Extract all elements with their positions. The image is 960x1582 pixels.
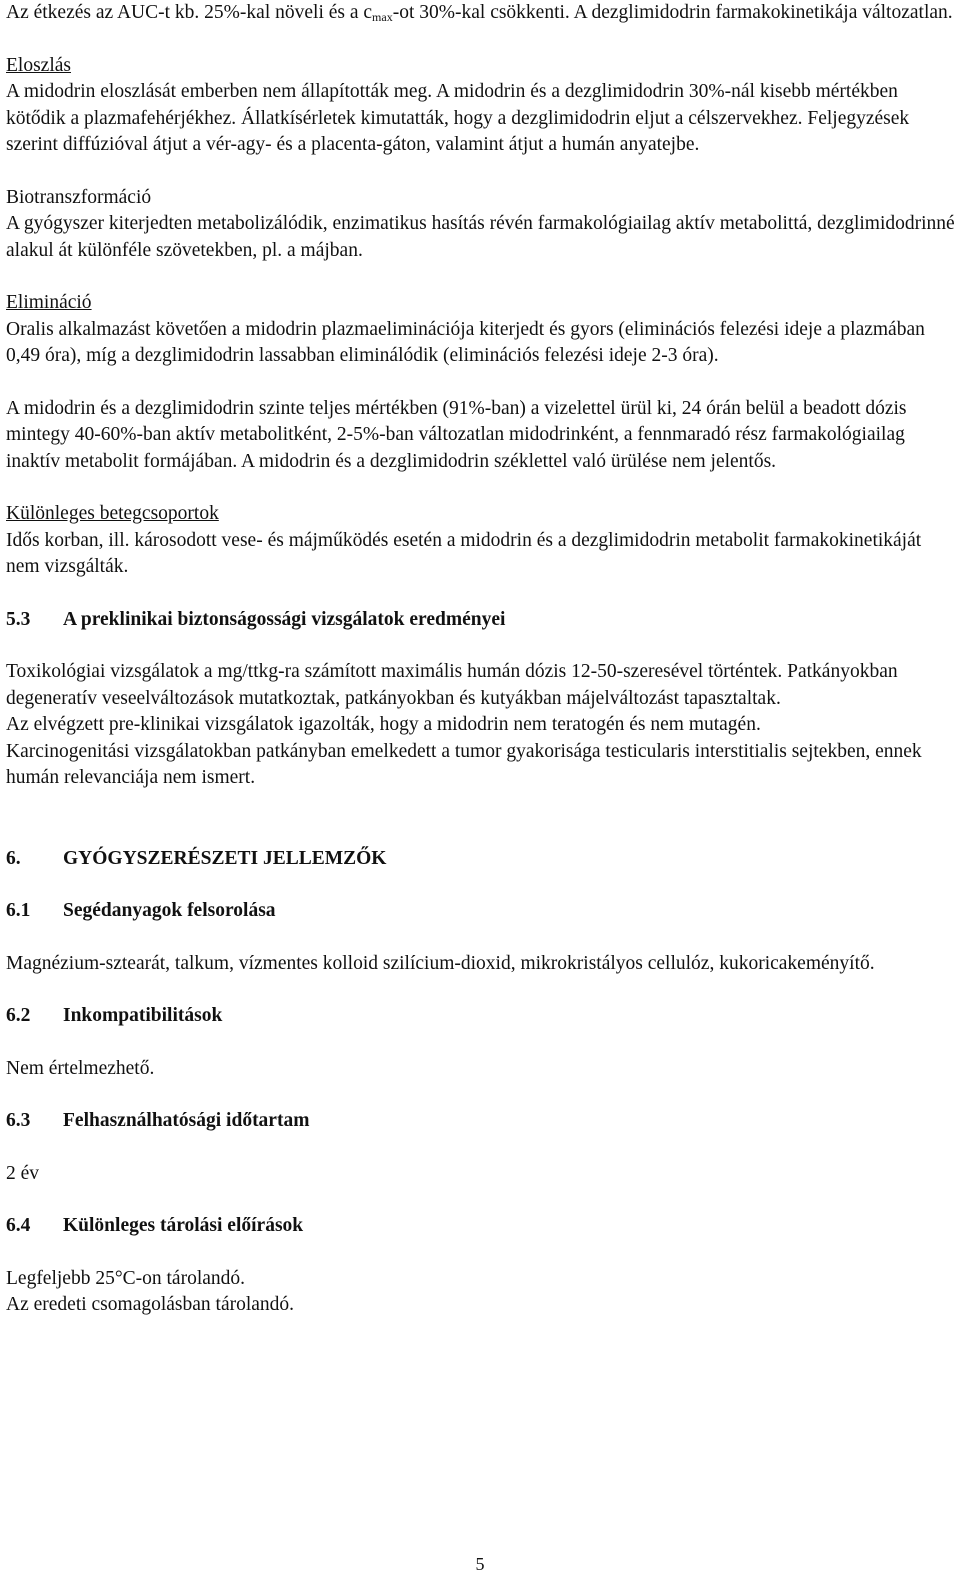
section-5-3-body-3: Karcinogenitási vizsgálatokban patkányban emelkedett a tumor gyakorisága testicularis interstitialis sejtekben, ennek humán relevanciája nem ismert. — [6, 740, 922, 788]
section-title: Segédanyagok felsorolása — [63, 900, 276, 921]
section-5-3 — [6, 607, 956, 792]
section-title: Felhasználhatósági időtartam — [63, 1110, 310, 1131]
section-number: 6.4 — [6, 1215, 31, 1236]
section-number: 6.2 — [6, 1005, 31, 1026]
section-title: Inkompatibilitások — [63, 1005, 223, 1026]
section-6-3 — [6, 1108, 956, 1187]
section-6-1-heading — [6, 898, 956, 925]
cmax-subscript: max — [372, 10, 393, 24]
auc-paragraph — [6, 0, 956, 27]
section-6-4-heading — [6, 1213, 956, 1240]
section-title: Különleges tárolási előírások — [63, 1215, 304, 1236]
section-6-heading — [6, 846, 956, 873]
section-title: A preklinikai biztonságossági vizsgálatok eredményei — [63, 608, 506, 630]
elimination-heading: Elimináció — [6, 292, 92, 313]
biotransformation-section — [6, 185, 956, 265]
biotransformation-body: A gyógyszer kiterjedten metabolizálódik, enzimatikus hasítás révén farmakológiailag aktív metabolittá, dezglimidodrinné alakul át különféle szövetekben, pl. a májban. — [6, 213, 955, 261]
distribution-section — [6, 53, 956, 159]
biotransformation-heading: Biotranszformáció — [6, 186, 152, 208]
section-number: 5.3 — [6, 608, 31, 630]
section-6-4-body-1: Legfeljebb 25°C-on tárolandó. — [6, 1267, 246, 1289]
special-groups-section — [6, 501, 956, 581]
section-number: 6.3 — [6, 1110, 31, 1131]
section-6-1-body: Magnézium-sztearát, talkum, vízmentes kolloid szilícium-dioxid, mikrokristályos cellulóz, kukoricakeményítő. — [6, 952, 875, 974]
distribution-heading: Eloszlás — [6, 54, 71, 76]
section-6-4-body-2: Az eredeti csomagolásban tárolandó. — [6, 1294, 295, 1315]
auc-text-pre: Az étkezés az AUC-t kb. 25%-kal növeli és a c — [6, 2, 373, 23]
section-5-3-heading — [6, 607, 956, 634]
section-6-4 — [6, 1213, 956, 1319]
section-6-2 — [6, 1003, 956, 1082]
section-6-2-heading — [6, 1003, 956, 1030]
section-6-1 — [6, 898, 956, 977]
distribution-body: A midodrin eloszlását emberben nem állapították meg. A midodrin és a dezglimidodrin 30%-nál kisebb mértékben kötődik a plazmafehérjékhez. Állatkísérletek kimutatták, hogy a dezglimidodrin eljut a célszervekhez. Feljegyzések szerint diffúzióval átjut a vér-agy- és a placenta-gáton, valamint átjut a humán anyatejbe. — [6, 81, 910, 155]
section-number: 6. — [6, 847, 21, 869]
section-5-3-body-1: Toxikológiai vizsgálatok a mg/ttkg-ra számított maximális humán dózis 12-50-szeresével történtek. Patkányokban degeneratív veseelváltozások mutatkoztak, patkányokban és kutyákban májelváltozást tapasztaltak. — [6, 661, 898, 709]
section-6-3-heading — [6, 1108, 956, 1135]
elimination-section — [6, 290, 956, 475]
section-number: 6.1 — [6, 900, 31, 921]
auc-text-post: -ot 30%-kal csökkenti. A dezglimidodrin farmakokinetikája változatlan. — [392, 2, 953, 23]
elimination-body-2: A midodrin és a dezglimidodrin szinte teljes mértékben (91%-ban) a vizelettel ürül ki, 24 órán belül a beadott dózis mintegy 40-60%-ban aktív metabolitként, 2-5%-ban változatlan midodrinként, a fennmaradó rész farmakológiailag inaktív metabolit formájában. A midodrin és a dezglimidodrin széklettel való ürülése nem jelentős. — [6, 397, 907, 472]
section-6-3-body: 2 év — [6, 1162, 40, 1184]
special-groups-body: Idős korban, ill. károsodott vese- és májműködés esetén a midodrin és a dezglimidodrin metabolit farmakokinetikáját nem vizsgálták. — [6, 529, 922, 577]
document-page — [6, 0, 956, 1319]
elimination-body-1: Oralis alkalmazást követően a midodrin plazmaeliminációja kiterjedt és gyors (eliminációs felezési ideje a plazmában 0,49 óra), míg a dezglimidodrin lassabban eliminálódik (eliminációs felezési ideje 2-3 óra). — [6, 318, 925, 366]
special-groups-heading: Különleges betegcsoportok — [6, 503, 219, 524]
section-6-2-body: Nem értelmezhető. — [6, 1057, 155, 1079]
page-number: 5 — [475, 1554, 485, 1574]
section-5-3-body-2: Az elvégzett pre-klinikai vizsgálatok igazolták, hogy a midodrin nem teratogén és nem mutagén. — [6, 714, 761, 735]
section-title: GYÓGYSZERÉSZETI JELLEMZŐK — [63, 847, 387, 869]
